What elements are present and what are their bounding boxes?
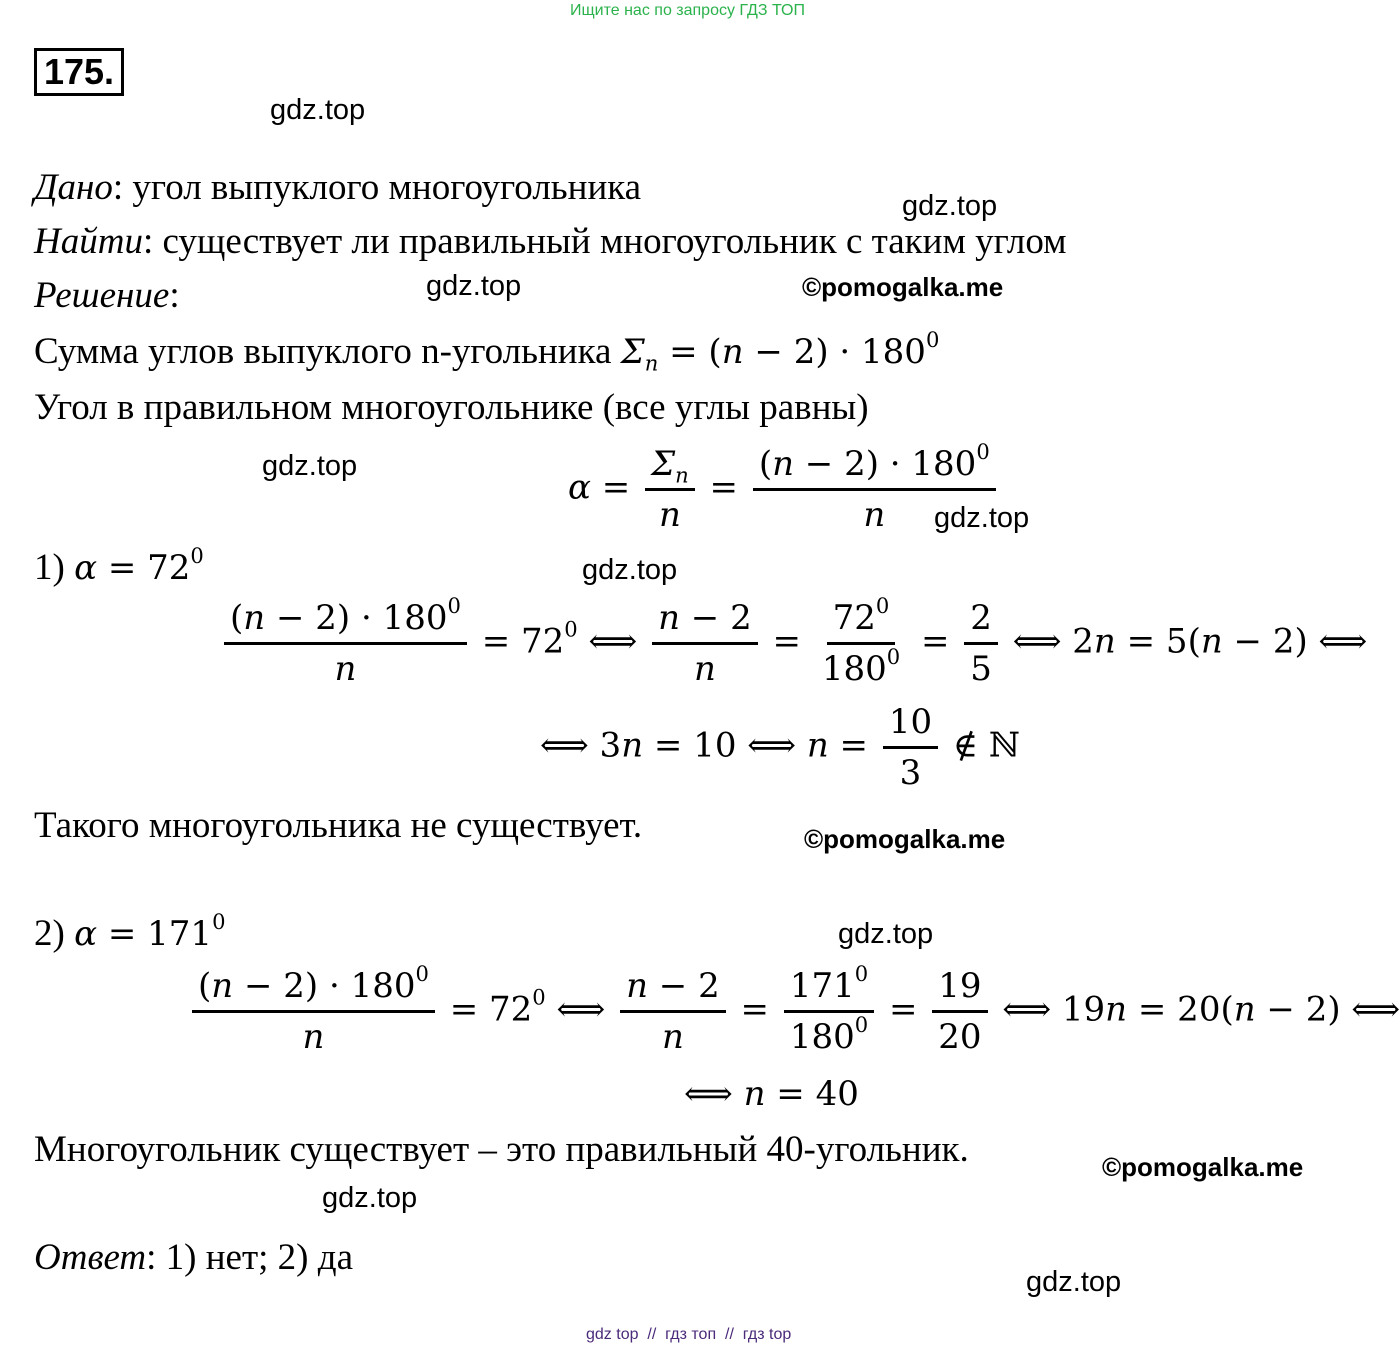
given-text: : угол выпуклого многоугольника [112,167,642,208]
conclusion2: Многоугольник существует – это правильный 40-угольник. [34,1129,969,1170]
answer-text: : 1) нет; 2) да [146,1237,353,1278]
case2-label: 2) [34,913,65,954]
footer-links: gdz top // гдз топ // гдз top [586,1326,792,1343]
watermark: gdz.top [934,502,1030,534]
case1-equation: $\frac{(n - 2) \cdot 180^0}{n}$ = $72^0$ ⟺ $\frac{n - 2}{n}$ = $\frac{72^0}{180^0}$ = $\frac{2}{5}$ ⟺ 2n = 5(n − 2) ⟺ [220,598,1367,689]
case1-label: 1) [34,547,65,588]
find-text: : существует ли правильный многоугольник с таким углом [142,221,1067,262]
angle-line: Угол в правильном многоугольнике (все углы равны) [34,387,869,428]
solution-line [34,274,180,318]
solution-text: : [169,275,180,316]
conclusion1: Такого многоугольника не существует. [34,805,643,846]
sum-text: Сумма углов выпуклого n-угольника [34,331,612,372]
solution-label: Решение [34,275,170,316]
copyright-watermark: ©pomogalka.me [804,824,1006,854]
case1-angle: 72 [147,548,191,588]
answer-label: Ответ [34,1237,147,1278]
case2-angle: 171 [147,914,213,954]
given-label: Дано [34,167,113,208]
case2-equation-2: ⟺ n = 40 [684,1074,859,1114]
find-label: Найти [34,221,143,262]
watermark: gdz.top [262,450,358,482]
copyright-watermark: ©pomogalka.me [1102,1152,1304,1182]
copyright-watermark: ©pomogalka.me [802,272,1004,302]
watermark: gdz.top [322,1182,418,1214]
case2-header: 2) $\alpha = 171^0$ [34,909,226,954]
case2-equation: $\frac{(n - 2) \cdot 180^0}{n}$ = $72^0$ ⟺ $\frac{n - 2}{n}$ = $\frac{171^0}{180^0}$ = $\frac{19}{20}$ ⟺ 19n = 20(n − 2) ⟺ [188,966,1400,1057]
sum-line [34,327,940,376]
watermark: gdz.top [1026,1266,1122,1298]
watermark: gdz.top [902,190,998,222]
watermark: gdz.top [582,554,678,586]
find-line [34,220,1067,264]
problem-number: 175. [34,48,124,96]
watermark: gdz.top [270,94,366,126]
answer-line [34,1236,353,1280]
case1-equation-2: ⟺ 3n = 10 ⟺ n = $\frac{10}{3}$ ∉ ℕ [540,702,1020,793]
given-line [34,166,641,210]
sum-formula: $\Sigma_n = (n - 2) \cdot 180^0$ [620,327,940,376]
alpha-formula: α = $\frac{\Sigma_n}{n}$ = $\frac{(n - 2) \cdot 180^0}{n}$ [568,444,1000,535]
top-banner: Ищите нас по запросу ГДЗ ТОП [570,2,805,19]
watermark: gdz.top [838,918,934,950]
watermark: gdz.top [426,270,522,302]
case1-header: 1) $\alpha = 72^0$ [34,543,204,588]
